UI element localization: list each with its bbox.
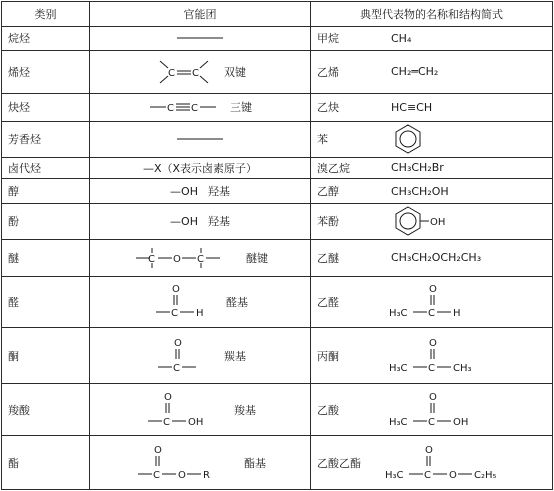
- table-row: [2, 27, 553, 51]
- no-functional-group-line: [175, 34, 225, 42]
- example-name: 乙醚: [317, 251, 339, 265]
- oxygen-atom: O: [449, 469, 457, 481]
- ether-bond-structure: [132, 243, 236, 273]
- oxygen-atom: O: [429, 337, 437, 349]
- functional-group-label: 醛基: [226, 296, 248, 310]
- functional-group-label: 醚键: [246, 251, 268, 265]
- table-row: [2, 203, 553, 239]
- double-bond-structure: [154, 55, 214, 89]
- carbon-atom: C: [428, 362, 435, 374]
- example-cell: [311, 276, 553, 327]
- example-cell: [311, 27, 553, 51]
- functional-group-cell: [90, 239, 311, 276]
- carbon-atom: C: [171, 308, 178, 320]
- example-formula: HC≡CH: [391, 100, 433, 114]
- methyl-group: H₃C: [389, 308, 408, 320]
- example-cell: [311, 157, 553, 179]
- methyl-group: CH₃: [453, 362, 472, 374]
- example-formula: CH₃CH₂OCH₂CH₃: [391, 251, 482, 265]
- hydroxyl-group: OH: [188, 416, 204, 428]
- hydrogen-atom: H: [196, 308, 204, 320]
- functional-group-text: —OH: [170, 214, 198, 228]
- acetaldehyde-structure: [387, 281, 497, 323]
- oxygen-atom: O: [173, 253, 181, 265]
- functional-group-cell: [90, 436, 311, 490]
- hydroxyl-group: OH: [430, 217, 446, 229]
- example-name: 乙酸: [317, 403, 339, 417]
- table-row: [2, 383, 553, 435]
- functional-group-label: 羧基: [234, 403, 256, 417]
- functional-group-label: 羰基: [224, 349, 246, 363]
- example-name: 乙烯: [317, 65, 339, 79]
- carbon-atom: C: [163, 416, 170, 428]
- carboxyl-group-structure: [144, 388, 224, 432]
- example-cell: [311, 203, 553, 239]
- carbon-atom: C: [153, 469, 160, 481]
- example-name: 丙酮: [317, 349, 339, 363]
- functional-group-text: —OH: [170, 184, 198, 198]
- table-row: [2, 93, 553, 121]
- benzene-ring-structure: [393, 123, 423, 155]
- carbon-atom: C: [167, 103, 174, 115]
- header-representative: 典型代表物的名称和结构简式: [311, 2, 553, 27]
- functional-group-label: 酯基: [244, 456, 266, 470]
- oxygen-atom: O: [174, 337, 182, 349]
- example-name: 甲烷: [317, 32, 339, 46]
- example-name: 苯酚: [317, 215, 339, 229]
- table-row: [2, 121, 553, 157]
- category-cell: 烯烃: [2, 50, 90, 93]
- functional-group-cell: [90, 27, 311, 51]
- functional-group-cell: [90, 383, 311, 435]
- ethyl-acetate-structure: [383, 441, 543, 485]
- functional-group-cell: [90, 203, 311, 239]
- carbon-atom: C: [191, 103, 198, 115]
- carbon-atom: C: [192, 67, 199, 79]
- methyl-group: H₃C: [389, 416, 408, 428]
- header-category: 类别: [2, 2, 90, 27]
- category-cell: 酯: [2, 436, 90, 490]
- example-formula: CH₃CH₂OH: [391, 184, 449, 198]
- example-cell: [311, 383, 553, 435]
- table-row: [2, 239, 553, 276]
- category-cell: 醛: [2, 276, 90, 327]
- carbon-atom: C: [428, 308, 435, 320]
- functional-group-cell: [90, 121, 311, 157]
- example-name: 乙炔: [317, 101, 339, 115]
- header-row: [2, 2, 553, 27]
- category-cell: 羧酸: [2, 383, 90, 435]
- category-cell: 炔烃: [2, 93, 90, 121]
- category-cell: 卤代烃: [2, 157, 90, 179]
- table-row: [2, 276, 553, 327]
- carbon-atom: C: [168, 67, 175, 79]
- table-row: [2, 50, 553, 93]
- carbonyl-group-structure: [154, 334, 214, 378]
- example-cell: [311, 328, 553, 384]
- oxygen-atom: O: [164, 391, 172, 403]
- example-name: 乙醇: [317, 185, 339, 199]
- category-cell: 芳香烃: [2, 121, 90, 157]
- category-cell: 醇: [2, 179, 90, 204]
- hydroxyl-group: OH: [453, 416, 469, 428]
- functional-group-cell: [90, 157, 311, 179]
- triple-bond-structure: [148, 99, 220, 115]
- oxygen-atom: O: [154, 444, 162, 456]
- functional-group-text: —X（X表示卤素原子）: [142, 161, 258, 175]
- functional-group-cell: [90, 276, 311, 327]
- example-cell: [311, 50, 553, 93]
- functional-group-cell: [90, 50, 311, 93]
- functional-group-cell: [90, 93, 311, 121]
- carbon-atom: C: [428, 416, 435, 428]
- alkyl-group: R: [203, 469, 210, 481]
- table-row: [2, 157, 553, 179]
- example-name: 乙酸乙酯: [317, 456, 361, 470]
- functional-group-label: 羟基: [207, 215, 230, 229]
- header-functional-group: 官能团: [90, 2, 311, 27]
- oxygen-atom: O: [429, 391, 437, 403]
- carbon-atom: C: [173, 362, 180, 374]
- methyl-group: H₃C: [389, 362, 408, 374]
- no-functional-group-line: [175, 135, 225, 143]
- acetone-structure: [387, 334, 507, 378]
- hydrogen-atom: H: [453, 308, 461, 320]
- functional-group-label: 双键: [224, 65, 246, 79]
- example-cell: [311, 436, 553, 490]
- carbon-atom: C: [424, 469, 431, 481]
- functional-group-cell: [90, 328, 311, 384]
- functional-group-table: [1, 1, 553, 490]
- oxygen-atom: O: [178, 469, 186, 481]
- carbon-atom: C: [148, 253, 155, 265]
- ethyl-group: C₂H₅: [474, 469, 497, 481]
- category-cell: 酮: [2, 328, 90, 384]
- carbon-atom: C: [197, 253, 204, 265]
- aldehyde-group-structure: [152, 281, 216, 323]
- example-name: 溴乙烷: [317, 161, 350, 175]
- acetic-acid-structure: [387, 388, 507, 432]
- example-formula: CH₂═CH₂: [391, 65, 439, 79]
- example-cell: [311, 121, 553, 157]
- oxygen-atom: O: [425, 444, 433, 456]
- example-cell: [311, 93, 553, 121]
- table-row: [2, 328, 553, 384]
- table-row: [2, 436, 553, 490]
- category-cell: 酚: [2, 203, 90, 239]
- example-formula: CH₃CH₂Br: [391, 161, 444, 175]
- functional-group-label: 三键: [230, 101, 252, 115]
- functional-group-cell: [90, 179, 311, 204]
- example-cell: [311, 239, 553, 276]
- ester-group-structure: [134, 441, 234, 485]
- example-cell: [311, 179, 553, 204]
- phenol-structure: [393, 205, 455, 237]
- methyl-group: H₃C: [385, 469, 404, 481]
- example-formula: CH₄: [391, 31, 412, 45]
- example-name: 乙醛: [317, 296, 339, 310]
- table-row: [2, 179, 553, 204]
- functional-group-label: 羟基: [207, 185, 230, 199]
- oxygen-atom: O: [172, 284, 180, 296]
- category-cell: 醚: [2, 239, 90, 276]
- category-cell: 烷烃: [2, 27, 90, 51]
- example-name: 苯: [317, 133, 328, 147]
- oxygen-atom: O: [429, 284, 437, 296]
